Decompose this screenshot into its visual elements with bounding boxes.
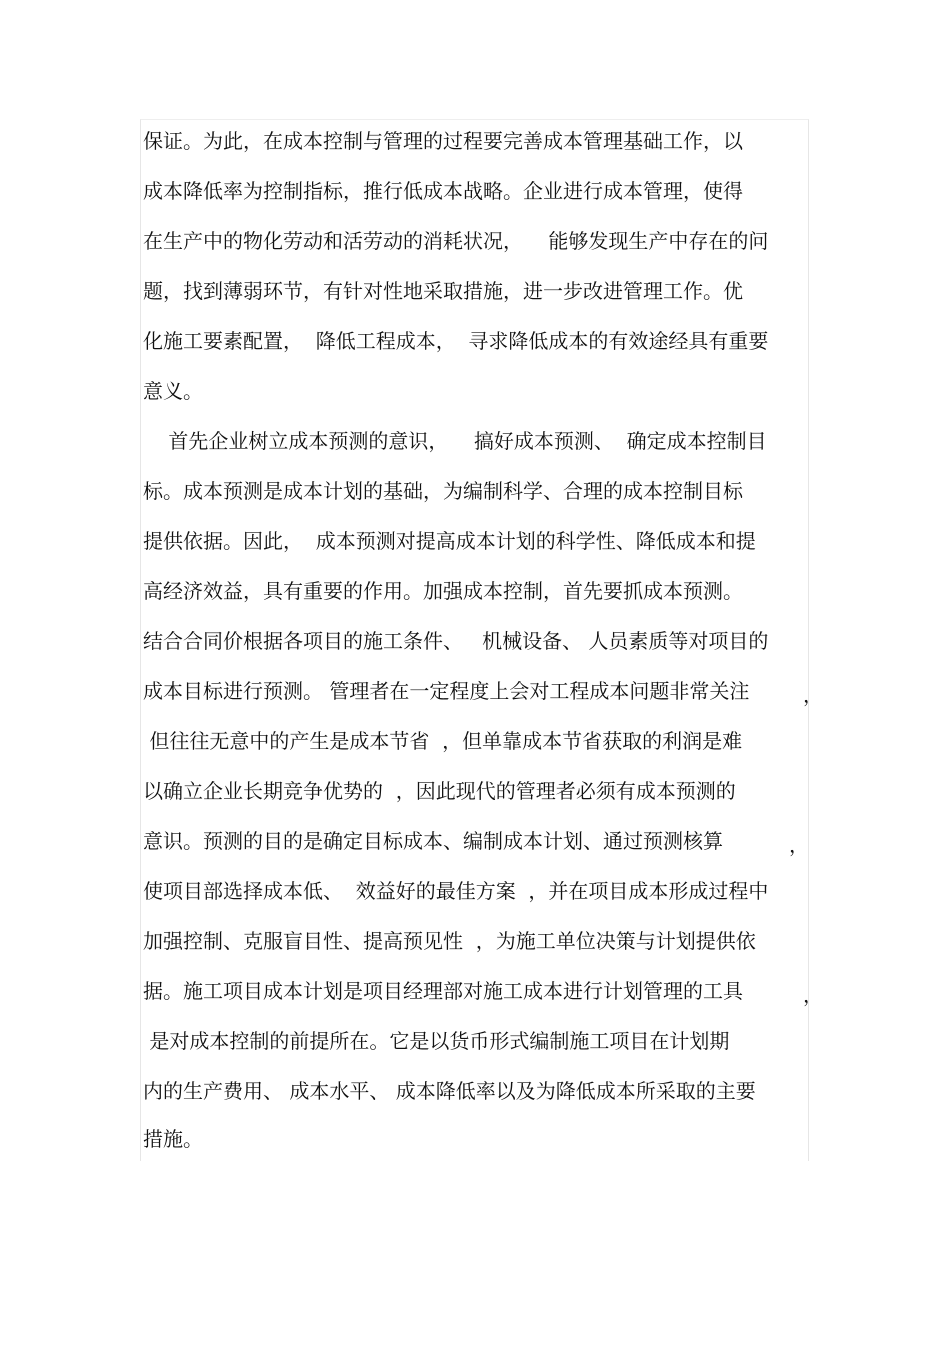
line-end-comma: ， [803, 683, 823, 707]
text-line: 意义。 [143, 379, 203, 403]
text-line: 使项目部选择成本低、 效益好的最佳方案 ，并在项目成本形成过程中 [143, 879, 769, 903]
text-line: 在生产中的物化劳动和活劳动的消耗状况， 能够发现生产中存在的问 [143, 229, 769, 253]
text-line: 但往往无意中的产生是成本节省 ，但单靠成本节省获取的利润是难 [143, 729, 743, 753]
text-line: 成本降低率为控制指标，推行低成本战略。企业进行成本管理，使得 [143, 179, 743, 203]
text-line: 以确立企业长期竞争优势的 ，因此现代的管理者必须有成本预测的 [143, 779, 736, 803]
text-line: 意识。预测的目的是确定目标成本、编制成本计划、通过预测核算 [143, 829, 723, 853]
text-line: 首先企业树立成本预测的意识， 搞好成本预测、 确定成本控制目 [143, 429, 767, 453]
text-line: 高经济效益，具有重要的作用。加强成本控制，首先要抓成本预测。 [143, 579, 743, 603]
line-end-comma: ， [803, 983, 823, 1007]
text-line: 是对成本控制的前提所在。它是以货币形式编制施工项目在计划期 [143, 1029, 730, 1053]
text-line: 结合合同价根据各项目的施工条件、 机械设备、 人员素质等对项目的 [143, 629, 769, 653]
text-line: 化施工要素配置， 降低工程成本， 寻求降低成本的有效途经具有重要 [143, 329, 769, 353]
text-line: 加强控制、克服盲目性、提高预见性 ，为施工单位决策与计划提供依 [143, 929, 756, 953]
text-line: 成本目标进行预测。 管理者在一定程度上会对工程成本问题非常关注 [143, 679, 750, 703]
text-line: 标。成本预测是成本计划的基础，为编制科学、合理的成本控制目标 [143, 479, 743, 503]
text-line: 保证。为此，在成本控制与管理的过程要完善成本管理基础工作，以 [143, 129, 743, 153]
text-line: 题，找到薄弱环节，有针对性地采取措施，进一步改进管理工作。优 [143, 279, 743, 303]
text-line: 据。施工项目成本计划是项目经理部对施工成本进行计划管理的工具 [143, 979, 743, 1003]
text-line: 措施。 [143, 1127, 203, 1151]
line-end-comma: ， [789, 833, 809, 857]
text-line: 内的生产费用、 成本水平、 成本降低率以及为降低成本所采取的主要 [143, 1079, 756, 1103]
text-line: 提供依据。因此， 成本预测对提高成本计划的科学性、降低成本和提 [143, 529, 756, 553]
